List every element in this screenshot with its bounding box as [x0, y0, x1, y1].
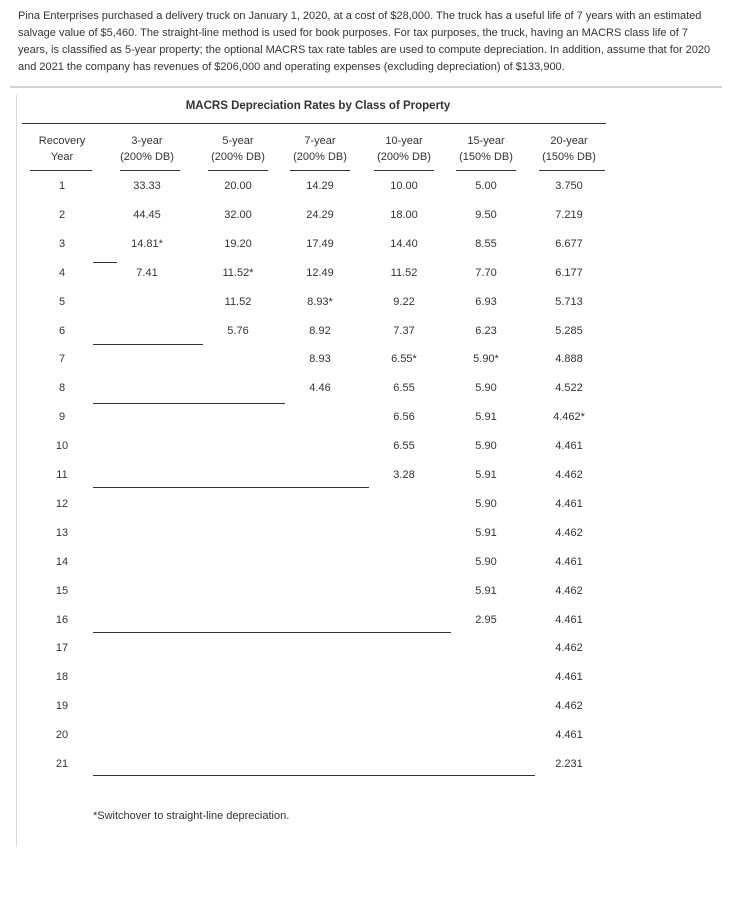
rate-cell-15-year: 5.90 — [475, 440, 497, 453]
header-line: (150% DB) — [542, 151, 596, 163]
rate-cell-10-year: 6.55 — [393, 382, 415, 395]
header-rule — [290, 170, 350, 171]
rate-cell-20-year: 5.285 — [555, 324, 583, 337]
rate-cell-7-year: 17.49 — [306, 237, 334, 250]
class-end-rule — [93, 632, 451, 633]
recovery-year-cell: 5 — [58, 295, 66, 308]
rate-cell-7-year: 8.93 — [309, 353, 331, 366]
rate-cell-7-year: 24.29 — [306, 208, 334, 221]
header-rule — [30, 170, 92, 171]
rate-cell-15-year: 5.90 — [475, 555, 497, 568]
rate-cell-7-year: 8.92 — [309, 324, 331, 337]
recovery-year-cell: 1 — [58, 180, 66, 192]
rate-cell-15-year: 5.90 — [475, 497, 497, 510]
problem-statement: Pina Enterprises purchased a delivery truck on January 1, 2020, at a cost of $28,000. The truck has a useful life of 7 years with an estimated salvage value of $5,460. The straight-line method is used for book purposes. For tax purposes, the truck, having an MACRS class life of 7 years, is classified as 5-year property; the optional MACRS tax rate tables are used to compute depreciation. In addition, assume that for 2020 and 2021 the company has revenues of $206,000 and operating expenses (excluding depreciation) of $133,900. — [10, 0, 722, 88]
header-line: 15-year — [467, 135, 505, 147]
rate-cell-3-year: 33.33 — [133, 180, 161, 192]
rate-cell-15-year: 2.95 — [475, 613, 497, 626]
rate-cell-15-year: 5.91 — [475, 526, 497, 539]
left-border — [16, 95, 17, 847]
rate-cell-7-year: 8.93* — [307, 295, 333, 308]
rate-cell-5-year: 19.20 — [224, 237, 252, 250]
rate-cell-3-year: 44.45 — [133, 208, 161, 221]
rate-cell-20-year: 6.177 — [555, 266, 583, 279]
rate-cell-20-year: 4.462 — [555, 584, 583, 597]
rate-cell-7-year: 14.29 — [306, 180, 334, 192]
recovery-year-cell: 16 — [55, 613, 69, 626]
rate-cell-5-year: 11.52* — [222, 266, 254, 279]
rate-cell-20-year: 4.888 — [555, 353, 583, 366]
rate-cell-15-year: 9.50 — [475, 208, 497, 221]
header-15-year — [456, 133, 516, 165]
recovery-year-cell: 13 — [55, 526, 69, 539]
header-line: (200% DB) — [120, 151, 174, 163]
recovery-year-cell: 12 — [55, 497, 69, 510]
header-rule — [120, 170, 180, 171]
header-rule — [374, 170, 434, 171]
rate-cell-15-year: 5.90 — [475, 382, 497, 395]
rate-cell-20-year: 4.461 — [555, 729, 583, 742]
header-5-year — [208, 133, 268, 165]
rate-cell-20-year: 6.677 — [555, 237, 583, 250]
rate-cell-10-year: 6.56 — [393, 411, 415, 424]
rate-cell-20-year: 4.461 — [555, 497, 583, 510]
class-end-rule — [93, 487, 369, 488]
rate-cell-5-year: 5.76 — [227, 324, 249, 337]
rate-cell-20-year: 7.219 — [555, 208, 583, 221]
recovery-year-cell: 14 — [55, 555, 69, 568]
rate-cell-20-year: 3.750 — [555, 180, 583, 192]
header-10-year — [374, 133, 434, 165]
recovery-year-cell: 15 — [55, 584, 69, 597]
rate-cell-10-year: 9.22 — [393, 295, 415, 308]
rate-cell-20-year: 4.462 — [555, 700, 583, 713]
rate-cell-15-year: 5.91 — [475, 411, 497, 424]
rate-cell-15-year: 5.00 — [475, 180, 497, 192]
rate-cell-15-year: 6.23 — [475, 324, 497, 337]
rate-cell-10-year: 14.40 — [390, 237, 418, 250]
rate-cell-10-year: 6.55 — [393, 440, 415, 453]
rate-cell-10-year: 7.37 — [393, 324, 415, 337]
recovery-year-cell: 3 — [58, 237, 66, 250]
footnote: *Switchover to straight-line depreciation. — [93, 810, 290, 822]
rate-cell-15-year: 5.90* — [473, 353, 499, 366]
rate-cell-10-year: 6.55* — [391, 353, 417, 366]
rate-cell-20-year: 4.462 — [555, 526, 583, 539]
recovery-year-cell: 4 — [58, 266, 66, 279]
header-line: (200% DB) — [211, 151, 265, 163]
recovery-year-cell: 7 — [58, 353, 66, 366]
header-line: Recovery — [38, 135, 86, 147]
title-rule — [22, 123, 606, 124]
rate-cell-20-year: 4.522 — [555, 382, 583, 395]
header-20-year — [539, 133, 599, 165]
rate-cell-15-year: 6.93 — [475, 295, 497, 308]
header-line: Year — [50, 151, 74, 163]
recovery-year-cell: 2 — [58, 208, 66, 221]
header-line: 7-year — [304, 135, 336, 147]
recovery-year-cell: 11 — [56, 469, 68, 481]
header-line: (200% DB) — [377, 151, 431, 163]
recovery-year-cell: 21 — [55, 758, 69, 770]
header-line: (200% DB) — [293, 151, 347, 163]
rate-cell-20-year: 2.231 — [555, 758, 583, 770]
rate-cell-10-year: 3.28 — [393, 469, 415, 481]
rate-cell-10-year: 11.52 — [390, 266, 418, 279]
rate-cell-20-year: 4.462* — [553, 411, 585, 424]
rate-cell-20-year: 4.462 — [555, 469, 583, 481]
rate-cell-5-year: 32.00 — [224, 208, 252, 221]
rate-cell-10-year: 10.00 — [390, 180, 418, 192]
recovery-year-cell: 10 — [55, 440, 69, 453]
recovery-year-cell: 17 — [55, 642, 69, 655]
class-end-rule — [93, 403, 285, 404]
header-7-year — [290, 133, 350, 165]
recovery-year-cell: 20 — [55, 729, 69, 742]
rate-cell-20-year: 4.461 — [555, 613, 583, 626]
rate-cell-7-year: 4.46 — [309, 382, 331, 395]
rate-cell-20-year: 4.461 — [555, 440, 583, 453]
header-line: 10-year — [385, 135, 423, 147]
header-line: 5-year — [222, 135, 254, 147]
table-title: MACRS Depreciation Rates by Class of Property — [185, 100, 451, 112]
rate-cell-15-year: 8.55 — [475, 237, 497, 250]
rate-cell-3-year: 14.81* — [131, 237, 163, 250]
recovery-year-cell: 19 — [55, 700, 69, 713]
header-recovery-year — [32, 133, 92, 165]
header-line: 3-year — [131, 135, 163, 147]
rate-cell-7-year: 12.49 — [306, 266, 334, 279]
class-end-rule — [93, 344, 203, 345]
rate-cell-10-year: 18.00 — [390, 208, 418, 221]
rate-cell-5-year: 20.00 — [224, 180, 252, 192]
rate-cell-20-year: 5.713 — [555, 295, 583, 308]
header-rule — [539, 170, 605, 171]
rate-cell-15-year: 7.70 — [475, 266, 497, 279]
rate-cell-3-year: 7.41 — [136, 266, 158, 279]
header-rule — [208, 170, 268, 171]
recovery-year-cell: 8 — [58, 382, 66, 395]
header-line: 20-year — [550, 135, 588, 147]
recovery-year-cell: 6 — [58, 324, 66, 337]
header-rule — [456, 170, 516, 171]
class-end-rule — [93, 262, 117, 263]
rate-cell-20-year: 4.461 — [555, 555, 583, 568]
recovery-year-cell: 18 — [55, 671, 69, 684]
header-3-year — [117, 133, 177, 165]
rate-cell-15-year: 5.91 — [475, 584, 497, 597]
rate-cell-20-year: 4.461 — [555, 671, 583, 684]
rate-cell-20-year: 4.462 — [555, 642, 583, 655]
rate-cell-15-year: 5.91 — [475, 469, 497, 481]
recovery-year-cell: 9 — [58, 411, 66, 424]
header-line: (150% DB) — [459, 151, 513, 163]
class-end-rule — [93, 775, 535, 776]
rate-cell-5-year: 11.52 — [224, 295, 252, 308]
